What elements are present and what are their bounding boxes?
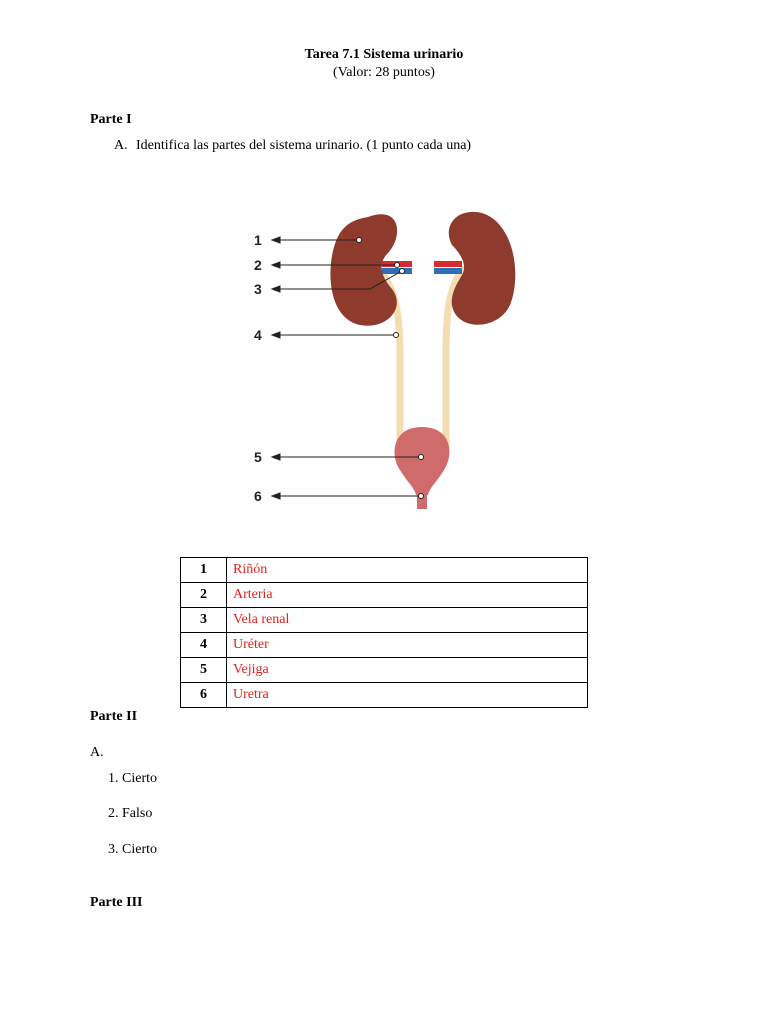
list-item: 2. Falso [108,806,153,821]
row-number: 1 [181,558,227,583]
table-row [181,583,588,608]
part1-heading: Parte I [90,112,132,127]
urinary-system-diagram [230,165,546,543]
row-number: 4 [181,633,227,658]
table-row [181,633,588,658]
part2-section-letter: A. [90,745,104,760]
bladder [395,427,450,495]
diagram-label-4: 4 [254,327,262,343]
answers-table [180,557,588,708]
row-answer: Vela renal [227,608,588,633]
row-number: 2 [181,583,227,608]
diagram-label-5: 5 [254,449,262,465]
row-answer: Uretra [227,683,588,708]
table-row [181,558,588,583]
row-answer: Riñón [227,558,588,583]
left-renal-vein [382,268,412,274]
row-number: 5 [181,658,227,683]
diagram-label-3: 3 [254,281,262,297]
diagram-label-1: 1 [254,232,262,248]
diagram-label-6: 6 [254,488,262,504]
row-answer: Arteria [227,583,588,608]
table-row [181,608,588,633]
row-number: 6 [181,683,227,708]
right-renal-vein [434,268,462,274]
table-row [181,658,588,683]
list-item: 3. Cierto [108,842,157,857]
right-renal-artery [434,261,462,267]
instruction-text: Identifica las partes del sistema urinario. (1 punto cada una) [136,138,472,153]
row-answer: Uréter [227,633,588,658]
part2-heading: Parte II [90,709,138,724]
row-number: 3 [181,608,227,633]
table-row [181,683,588,708]
instruction-letter: A. [114,138,128,153]
part3-heading: Parte III [90,895,143,910]
document-subtitle: (Valor: 28 puntos) [333,65,435,80]
diagram-label-2: 2 [254,257,262,273]
list-item: 1. Cierto [108,771,157,786]
document-title: Tarea 7.1 Sistema urinario [304,47,464,62]
row-answer: Vejiga [227,658,588,683]
part1-instruction [114,138,471,154]
